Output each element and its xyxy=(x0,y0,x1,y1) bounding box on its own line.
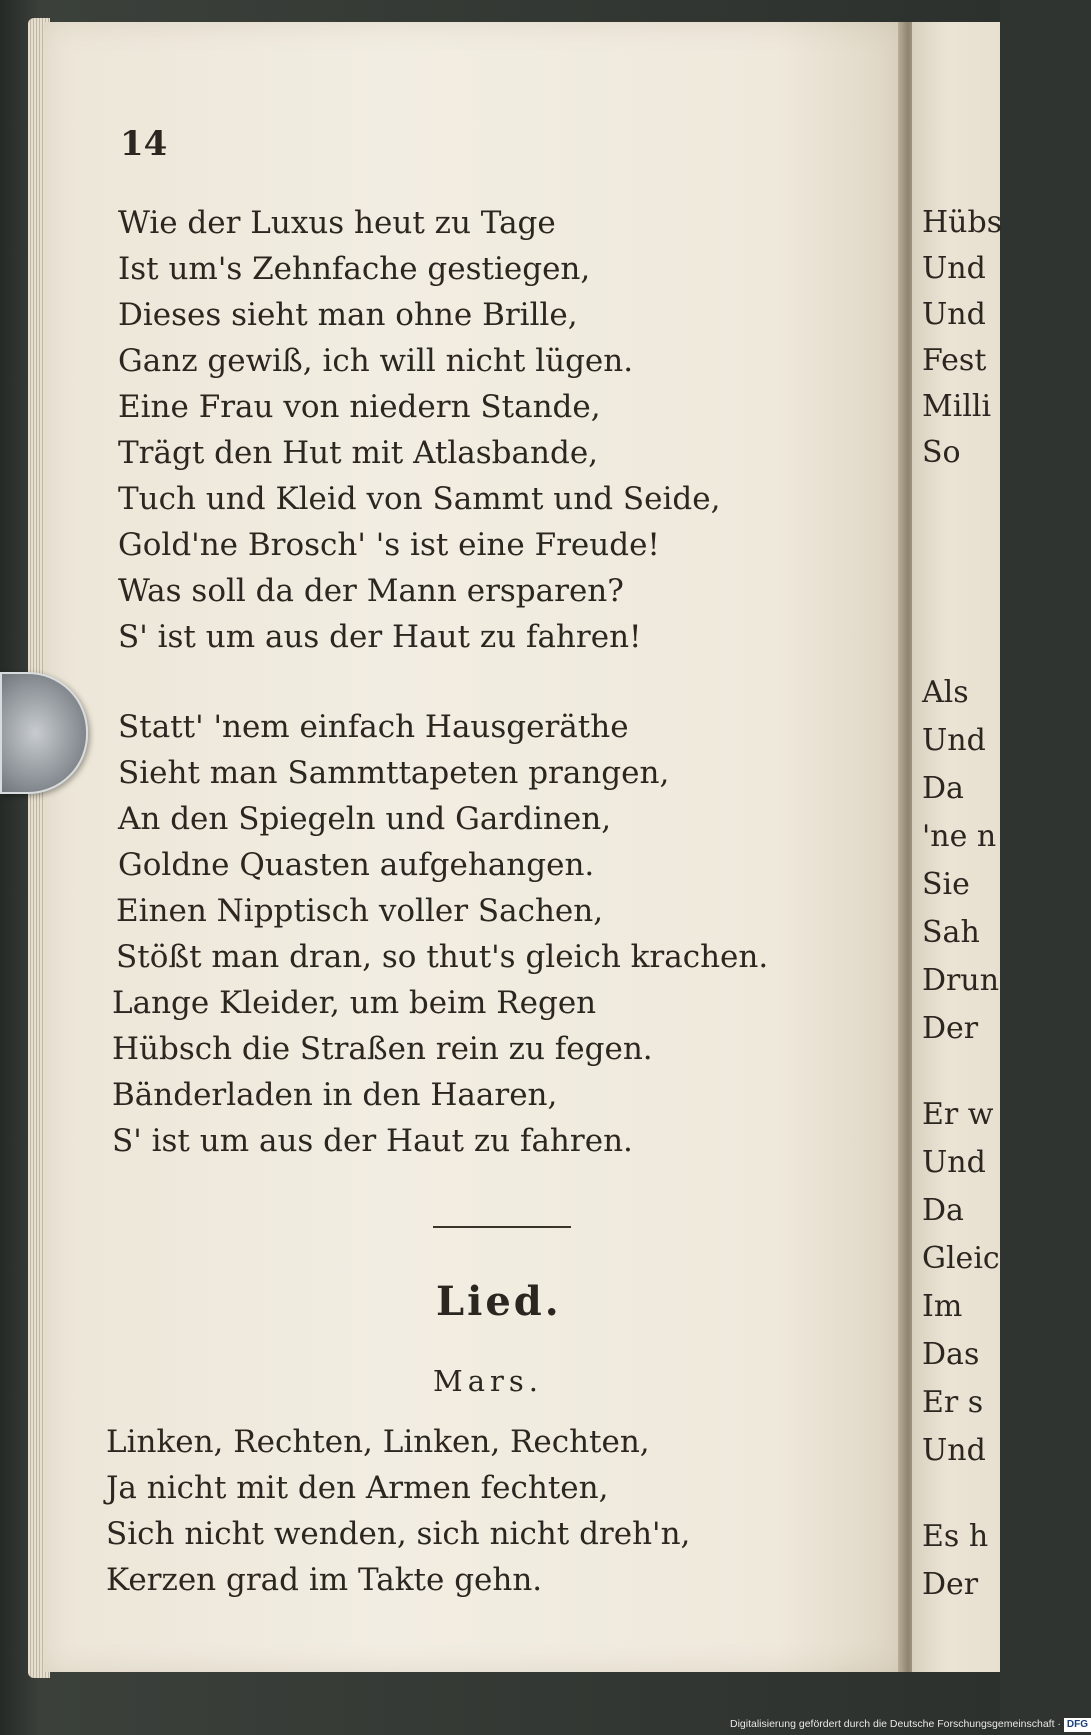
right-fragment: Es h xyxy=(922,1519,989,1554)
digitization-credit xyxy=(730,1714,1089,1735)
right-fragment: Sie xyxy=(922,867,970,902)
right-fragment: Da xyxy=(922,1193,964,1228)
verse-line: Einen Nipptisch voller Sachen, xyxy=(116,893,604,929)
verse-line: Kerzen grad im Takte gehn. xyxy=(106,1562,543,1598)
verse-line: Linken, Rechten, Linken, Rechten, xyxy=(106,1424,650,1460)
right-fragment: Milli xyxy=(922,389,992,424)
verse-line: Gold'ne Brosch' 's ist eine Freude! xyxy=(118,527,660,563)
right-fragment: Fest xyxy=(922,343,987,378)
verse-line: Stößt man dran, so thut's gleich krachen. xyxy=(116,939,769,975)
right-fragment: Der xyxy=(922,1567,979,1602)
verse-line: Ist um's Zehnfache gestiegen, xyxy=(118,251,591,287)
verse-line: Ja nicht mit den Armen fechten, xyxy=(106,1470,609,1506)
verse-line: S' ist um aus der Haut zu fahren! xyxy=(118,619,642,655)
verse-line: Trägt den Hut mit Atlasbande, xyxy=(118,435,599,471)
credit-text: Digitalisierung gefördert durch die Deutsche Forschungsgemeinschaft · xyxy=(730,1718,1061,1730)
right-fragment: 'ne n xyxy=(922,819,997,854)
right-fragment: Und xyxy=(922,1433,986,1468)
right-fragment: So xyxy=(922,435,961,470)
right-fragment: Und xyxy=(922,723,986,758)
verse-line: Lange Kleider, um beim Regen xyxy=(112,985,597,1021)
right-fragment: Und xyxy=(922,1145,986,1180)
verse-line: Tuch und Kleid von Sammt und Seide, xyxy=(118,481,721,517)
right-fragment: Hübs xyxy=(922,205,1003,240)
verse-line: Statt' 'nem einfach Hausgeräthe xyxy=(118,709,629,745)
verse-line: Sieht man Sammttapeten prangen, xyxy=(118,755,670,791)
right-fragment: Und xyxy=(922,251,986,286)
right-fragment: Drun xyxy=(922,963,1000,998)
right-fragment: Da xyxy=(922,771,964,806)
right-fragment: Das xyxy=(922,1337,980,1372)
right-fragment: Im xyxy=(922,1289,963,1324)
verse-line: An den Spiegeln und Gardinen, xyxy=(118,801,612,837)
verse-line: S' ist um aus der Haut zu fahren. xyxy=(112,1123,633,1159)
verse-line: Goldne Quasten aufgehangen. xyxy=(118,847,595,883)
page-number: 14 xyxy=(120,124,168,164)
verse-line: Wie der Luxus heut zu Tage xyxy=(118,205,556,241)
right-fragment: Gleic xyxy=(922,1241,1000,1276)
verse-line: Bänderladen in den Haaren, xyxy=(112,1077,558,1113)
song-subtitle: Mars. xyxy=(433,1364,543,1398)
verse-line: Ganz gewiß, ich will nicht lügen. xyxy=(118,343,634,379)
verse-line: Eine Frau von niedern Stande, xyxy=(118,389,601,425)
right-fragment: Er s xyxy=(922,1385,984,1420)
right-fragment: Als xyxy=(922,675,969,710)
song-title: Lied. xyxy=(436,1278,562,1325)
verse-line: Was soll da der Mann ersparen? xyxy=(118,573,624,609)
section-divider xyxy=(433,1226,571,1228)
verse-line: Dieses sieht man ohne Brille, xyxy=(118,297,578,333)
verse-line: Hübsch die Straßen rein zu fegen. xyxy=(112,1031,653,1067)
right-fragment: Und xyxy=(922,297,986,332)
dfg-logo: DFG xyxy=(1064,1718,1091,1732)
right-fragment: Er w xyxy=(922,1097,994,1132)
right-fragment: Der xyxy=(922,1011,979,1046)
right-fragment: Sah xyxy=(922,915,980,950)
verse-line: Sich nicht wenden, sich nicht dreh'n, xyxy=(106,1516,691,1552)
